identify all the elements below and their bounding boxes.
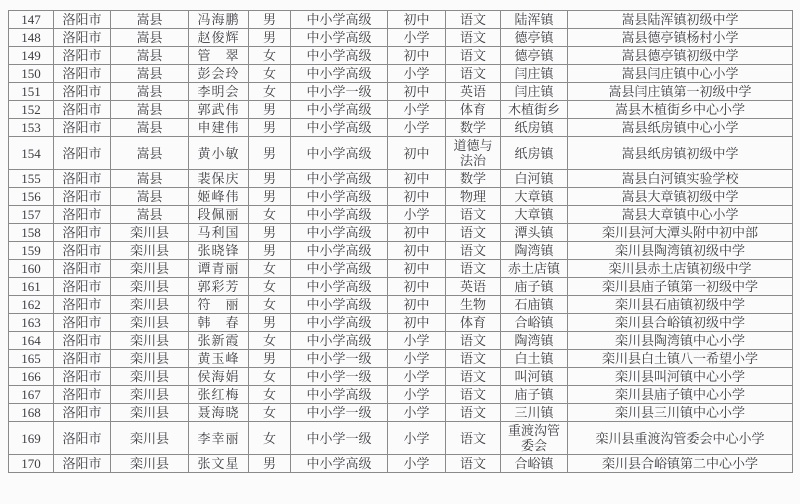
cell-stage: 小学 xyxy=(388,206,446,224)
cell-county: 嵩县 xyxy=(111,170,189,188)
cell-no: 168 xyxy=(9,404,54,422)
cell-title: 中小学一级 xyxy=(291,83,388,101)
cell-city: 洛阳市 xyxy=(54,101,111,119)
cell-city: 洛阳市 xyxy=(54,404,111,422)
cell-town: 庙子镇 xyxy=(501,386,568,404)
table-row xyxy=(9,368,793,386)
cell-title: 中小学高级 xyxy=(291,188,388,206)
cell-city: 洛阳市 xyxy=(54,206,111,224)
cell-city: 洛阳市 xyxy=(54,242,111,260)
cell-school: 栾川县河大潭头附中初中部 xyxy=(568,224,793,242)
teacher-roster-table xyxy=(8,10,793,473)
cell-name: 韩 春 xyxy=(189,314,249,332)
cell-stage: 小学 xyxy=(388,422,446,455)
cell-county: 嵩县 xyxy=(111,29,189,47)
table-row xyxy=(9,188,793,206)
cell-town: 德亭镇 xyxy=(501,47,568,65)
cell-subject: 语文 xyxy=(446,260,501,278)
cell-school: 栾川县合峪镇初级中学 xyxy=(568,314,793,332)
cell-gender: 男 xyxy=(249,119,291,137)
cell-school: 栾川县叫河镇中心小学 xyxy=(568,368,793,386)
cell-name: 张新霞 xyxy=(189,332,249,350)
cell-county: 栾川县 xyxy=(111,455,189,473)
table-row xyxy=(9,422,793,455)
cell-no: 166 xyxy=(9,368,54,386)
cell-school: 嵩县闫庄镇第一初级中学 xyxy=(568,83,793,101)
cell-county: 栾川县 xyxy=(111,332,189,350)
cell-name: 裴保庆 xyxy=(189,170,249,188)
cell-no: 169 xyxy=(9,422,54,455)
cell-stage: 初中 xyxy=(388,170,446,188)
cell-title: 中小学高级 xyxy=(291,242,388,260)
cell-name: 张文星 xyxy=(189,455,249,473)
cell-stage: 小学 xyxy=(388,368,446,386)
cell-no: 170 xyxy=(9,455,54,473)
cell-stage: 小学 xyxy=(388,332,446,350)
cell-no: 153 xyxy=(9,119,54,137)
table-row xyxy=(9,83,793,101)
cell-name: 黄小敏 xyxy=(189,137,249,170)
cell-gender: 女 xyxy=(249,296,291,314)
cell-subject: 语文 xyxy=(446,206,501,224)
cell-gender: 女 xyxy=(249,47,291,65)
cell-no: 161 xyxy=(9,278,54,296)
cell-county: 栾川县 xyxy=(111,386,189,404)
cell-city: 洛阳市 xyxy=(54,47,111,65)
cell-subject: 体育 xyxy=(446,101,501,119)
cell-city: 洛阳市 xyxy=(54,260,111,278)
cell-school: 嵩县陆浑镇初级中学 xyxy=(568,11,793,29)
cell-subject: 英语 xyxy=(446,83,501,101)
cell-gender: 男 xyxy=(249,11,291,29)
cell-stage: 初中 xyxy=(388,83,446,101)
cell-gender: 男 xyxy=(249,137,291,170)
cell-gender: 男 xyxy=(249,101,291,119)
cell-school: 栾川县庙子镇第一初级中学 xyxy=(568,278,793,296)
cell-school: 嵩县大章镇初级中学 xyxy=(568,188,793,206)
table-row xyxy=(9,350,793,368)
cell-county: 嵩县 xyxy=(111,101,189,119)
cell-school: 嵩县纸房镇中心小学 xyxy=(568,119,793,137)
table-row xyxy=(9,224,793,242)
cell-gender: 男 xyxy=(249,350,291,368)
cell-town: 大章镇 xyxy=(501,188,568,206)
table-row xyxy=(9,455,793,473)
cell-stage: 初中 xyxy=(388,137,446,170)
cell-gender: 女 xyxy=(249,404,291,422)
cell-title: 中小学一级 xyxy=(291,350,388,368)
cell-no: 150 xyxy=(9,65,54,83)
cell-city: 洛阳市 xyxy=(54,278,111,296)
cell-title: 中小学高级 xyxy=(291,224,388,242)
cell-city: 洛阳市 xyxy=(54,296,111,314)
cell-school: 嵩县闫庄镇中心小学 xyxy=(568,65,793,83)
cell-town: 木植街乡 xyxy=(501,101,568,119)
cell-stage: 小学 xyxy=(388,29,446,47)
cell-town: 重渡沟管委会 xyxy=(501,422,568,455)
cell-name: 赵俊辉 xyxy=(189,29,249,47)
cell-gender: 女 xyxy=(249,422,291,455)
cell-city: 洛阳市 xyxy=(54,386,111,404)
cell-county: 嵩县 xyxy=(111,119,189,137)
cell-town: 庙子镇 xyxy=(501,278,568,296)
cell-title: 中小学高级 xyxy=(291,47,388,65)
cell-name: 管 翠 xyxy=(189,47,249,65)
cell-subject: 语文 xyxy=(446,224,501,242)
table-row xyxy=(9,11,793,29)
cell-city: 洛阳市 xyxy=(54,188,111,206)
cell-town: 石庙镇 xyxy=(501,296,568,314)
cell-title: 中小学高级 xyxy=(291,278,388,296)
cell-stage: 初中 xyxy=(388,188,446,206)
cell-school: 栾川县白土镇八一希望小学 xyxy=(568,350,793,368)
cell-town: 陶湾镇 xyxy=(501,332,568,350)
cell-school: 栾川县重渡沟管委会中心小学 xyxy=(568,422,793,455)
cell-subject: 语文 xyxy=(446,455,501,473)
cell-stage: 初中 xyxy=(388,242,446,260)
cell-school: 栾川县石庙镇初级中学 xyxy=(568,296,793,314)
cell-stage: 小学 xyxy=(388,65,446,83)
cell-county: 嵩县 xyxy=(111,47,189,65)
cell-school: 嵩县白河镇实验学校 xyxy=(568,170,793,188)
cell-subject: 数学 xyxy=(446,119,501,137)
cell-subject: 体育 xyxy=(446,314,501,332)
cell-subject: 语文 xyxy=(446,29,501,47)
cell-title: 中小学高级 xyxy=(291,260,388,278)
table-row xyxy=(9,101,793,119)
cell-school: 嵩县木植街乡中心小学 xyxy=(568,101,793,119)
table-row xyxy=(9,278,793,296)
cell-title: 中小学一级 xyxy=(291,422,388,455)
cell-county: 栾川县 xyxy=(111,368,189,386)
table-body xyxy=(9,11,793,473)
cell-school: 栾川县三川镇中心小学 xyxy=(568,404,793,422)
cell-no: 148 xyxy=(9,29,54,47)
cell-subject: 语文 xyxy=(446,11,501,29)
cell-gender: 女 xyxy=(249,332,291,350)
table-row xyxy=(9,314,793,332)
cell-subject: 生物 xyxy=(446,296,501,314)
cell-county: 栾川县 xyxy=(111,422,189,455)
cell-county: 栾川县 xyxy=(111,314,189,332)
cell-city: 洛阳市 xyxy=(54,29,111,47)
cell-county: 栾川县 xyxy=(111,278,189,296)
cell-county: 嵩县 xyxy=(111,137,189,170)
cell-no: 154 xyxy=(9,137,54,170)
cell-subject: 语文 xyxy=(446,332,501,350)
cell-no: 147 xyxy=(9,11,54,29)
cell-name: 彭会玲 xyxy=(189,65,249,83)
table-row xyxy=(9,170,793,188)
cell-town: 白土镇 xyxy=(501,350,568,368)
cell-name: 张红梅 xyxy=(189,386,249,404)
cell-gender: 男 xyxy=(249,188,291,206)
cell-town: 闫庄镇 xyxy=(501,83,568,101)
cell-school: 栾川县赤土店镇初级中学 xyxy=(568,260,793,278)
cell-school: 嵩县纸房镇初级中学 xyxy=(568,137,793,170)
cell-name: 符 丽 xyxy=(189,296,249,314)
cell-subject: 数学 xyxy=(446,170,501,188)
cell-city: 洛阳市 xyxy=(54,11,111,29)
cell-county: 栾川县 xyxy=(111,224,189,242)
cell-city: 洛阳市 xyxy=(54,170,111,188)
table-row xyxy=(9,119,793,137)
cell-county: 嵩县 xyxy=(111,83,189,101)
cell-name: 姬峰伟 xyxy=(189,188,249,206)
cell-name: 侯海娟 xyxy=(189,368,249,386)
cell-no: 157 xyxy=(9,206,54,224)
cell-subject: 语文 xyxy=(446,368,501,386)
cell-city: 洛阳市 xyxy=(54,119,111,137)
cell-gender: 女 xyxy=(249,386,291,404)
table-row xyxy=(9,137,793,170)
cell-no: 149 xyxy=(9,47,54,65)
cell-city: 洛阳市 xyxy=(54,83,111,101)
cell-no: 152 xyxy=(9,101,54,119)
cell-title: 中小学高级 xyxy=(291,29,388,47)
table-row xyxy=(9,47,793,65)
table-row xyxy=(9,242,793,260)
table-row xyxy=(9,65,793,83)
table-row xyxy=(9,296,793,314)
cell-name: 段佩丽 xyxy=(189,206,249,224)
cell-name: 郭彩芳 xyxy=(189,278,249,296)
cell-town: 陶湾镇 xyxy=(501,242,568,260)
cell-subject: 语文 xyxy=(446,242,501,260)
cell-subject: 语文 xyxy=(446,65,501,83)
cell-subject: 语文 xyxy=(446,47,501,65)
cell-town: 大章镇 xyxy=(501,206,568,224)
cell-town: 纸房镇 xyxy=(501,119,568,137)
cell-name: 马利国 xyxy=(189,224,249,242)
cell-no: 162 xyxy=(9,296,54,314)
cell-city: 洛阳市 xyxy=(54,314,111,332)
cell-name: 李幸丽 xyxy=(189,422,249,455)
cell-town: 白河镇 xyxy=(501,170,568,188)
cell-county: 嵩县 xyxy=(111,188,189,206)
cell-name: 申建伟 xyxy=(189,119,249,137)
cell-no: 159 xyxy=(9,242,54,260)
cell-city: 洛阳市 xyxy=(54,422,111,455)
cell-stage: 初中 xyxy=(388,278,446,296)
cell-no: 155 xyxy=(9,170,54,188)
cell-stage: 小学 xyxy=(388,101,446,119)
cell-gender: 男 xyxy=(249,170,291,188)
cell-stage: 初中 xyxy=(388,314,446,332)
cell-no: 165 xyxy=(9,350,54,368)
cell-name: 张晓锋 xyxy=(189,242,249,260)
cell-subject: 语文 xyxy=(446,422,501,455)
table-row xyxy=(9,206,793,224)
cell-name: 冯海鹏 xyxy=(189,11,249,29)
cell-county: 栾川县 xyxy=(111,404,189,422)
cell-no: 167 xyxy=(9,386,54,404)
cell-name: 李明会 xyxy=(189,83,249,101)
cell-subject: 语文 xyxy=(446,386,501,404)
cell-title: 中小学高级 xyxy=(291,206,388,224)
cell-title: 中小学高级 xyxy=(291,386,388,404)
cell-school: 嵩县德亭镇杨村小学 xyxy=(568,29,793,47)
cell-county: 嵩县 xyxy=(111,11,189,29)
cell-no: 158 xyxy=(9,224,54,242)
cell-title: 中小学一级 xyxy=(291,368,388,386)
cell-town: 潭头镇 xyxy=(501,224,568,242)
table-row xyxy=(9,29,793,47)
cell-town: 闫庄镇 xyxy=(501,65,568,83)
cell-school: 栾川县庙子镇中心小学 xyxy=(568,386,793,404)
cell-no: 156 xyxy=(9,188,54,206)
table-row xyxy=(9,386,793,404)
cell-city: 洛阳市 xyxy=(54,350,111,368)
cell-title: 中小学高级 xyxy=(291,332,388,350)
cell-stage: 小学 xyxy=(388,350,446,368)
cell-county: 栾川县 xyxy=(111,242,189,260)
cell-title: 中小学一级 xyxy=(291,404,388,422)
cell-name: 黄玉峰 xyxy=(189,350,249,368)
cell-town: 赤土店镇 xyxy=(501,260,568,278)
cell-stage: 初中 xyxy=(388,11,446,29)
cell-city: 洛阳市 xyxy=(54,224,111,242)
cell-stage: 小学 xyxy=(388,404,446,422)
cell-city: 洛阳市 xyxy=(54,65,111,83)
cell-subject: 语文 xyxy=(446,404,501,422)
cell-county: 栾川县 xyxy=(111,260,189,278)
cell-subject: 物理 xyxy=(446,188,501,206)
cell-title: 中小学高级 xyxy=(291,65,388,83)
table-row xyxy=(9,404,793,422)
cell-school: 栾川县陶湾镇中心小学 xyxy=(568,332,793,350)
cell-town: 德亭镇 xyxy=(501,29,568,47)
cell-county: 栾川县 xyxy=(111,296,189,314)
cell-city: 洛阳市 xyxy=(54,332,111,350)
cell-county: 嵩县 xyxy=(111,206,189,224)
cell-stage: 初中 xyxy=(388,260,446,278)
cell-stage: 小学 xyxy=(388,455,446,473)
cell-gender: 女 xyxy=(249,83,291,101)
cell-no: 151 xyxy=(9,83,54,101)
cell-town: 叫河镇 xyxy=(501,368,568,386)
cell-gender: 女 xyxy=(249,65,291,83)
cell-county: 栾川县 xyxy=(111,350,189,368)
cell-title: 中小学高级 xyxy=(291,101,388,119)
cell-no: 163 xyxy=(9,314,54,332)
cell-gender: 男 xyxy=(249,314,291,332)
cell-county: 嵩县 xyxy=(111,65,189,83)
cell-town: 三川镇 xyxy=(501,404,568,422)
cell-town: 纸房镇 xyxy=(501,137,568,170)
cell-gender: 女 xyxy=(249,260,291,278)
cell-gender: 女 xyxy=(249,278,291,296)
cell-title: 中小学高级 xyxy=(291,137,388,170)
cell-stage: 小学 xyxy=(388,119,446,137)
cell-name: 谭青丽 xyxy=(189,260,249,278)
cell-school: 栾川县陶湾镇初级中学 xyxy=(568,242,793,260)
cell-title: 中小学高级 xyxy=(291,11,388,29)
cell-gender: 男 xyxy=(249,29,291,47)
cell-stage: 小学 xyxy=(388,386,446,404)
cell-no: 160 xyxy=(9,260,54,278)
cell-school: 嵩县大章镇中心小学 xyxy=(568,206,793,224)
cell-town: 合峪镇 xyxy=(501,455,568,473)
cell-town: 合峪镇 xyxy=(501,314,568,332)
cell-title: 中小学高级 xyxy=(291,170,388,188)
cell-gender: 男 xyxy=(249,224,291,242)
cell-title: 中小学高级 xyxy=(291,119,388,137)
cell-no: 164 xyxy=(9,332,54,350)
cell-stage: 初中 xyxy=(388,47,446,65)
cell-school: 栾川县合峪镇第二中心小学 xyxy=(568,455,793,473)
cell-school: 嵩县德亭镇初级中学 xyxy=(568,47,793,65)
cell-stage: 初中 xyxy=(388,296,446,314)
table-row xyxy=(9,332,793,350)
table-row xyxy=(9,260,793,278)
cell-gender: 男 xyxy=(249,242,291,260)
cell-town: 陆浑镇 xyxy=(501,11,568,29)
cell-gender: 女 xyxy=(249,368,291,386)
cell-title: 中小学高级 xyxy=(291,314,388,332)
cell-title: 中小学高级 xyxy=(291,296,388,314)
cell-city: 洛阳市 xyxy=(54,368,111,386)
cell-subject: 英语 xyxy=(446,278,501,296)
cell-stage: 初中 xyxy=(388,224,446,242)
cell-name: 聂海晓 xyxy=(189,404,249,422)
cell-subject: 道德与法治 xyxy=(446,137,501,170)
cell-title: 中小学高级 xyxy=(291,455,388,473)
cell-gender: 女 xyxy=(249,206,291,224)
cell-city: 洛阳市 xyxy=(54,455,111,473)
cell-name: 郭武伟 xyxy=(189,101,249,119)
cell-subject: 语文 xyxy=(446,350,501,368)
cell-city: 洛阳市 xyxy=(54,137,111,170)
cell-gender: 男 xyxy=(249,455,291,473)
